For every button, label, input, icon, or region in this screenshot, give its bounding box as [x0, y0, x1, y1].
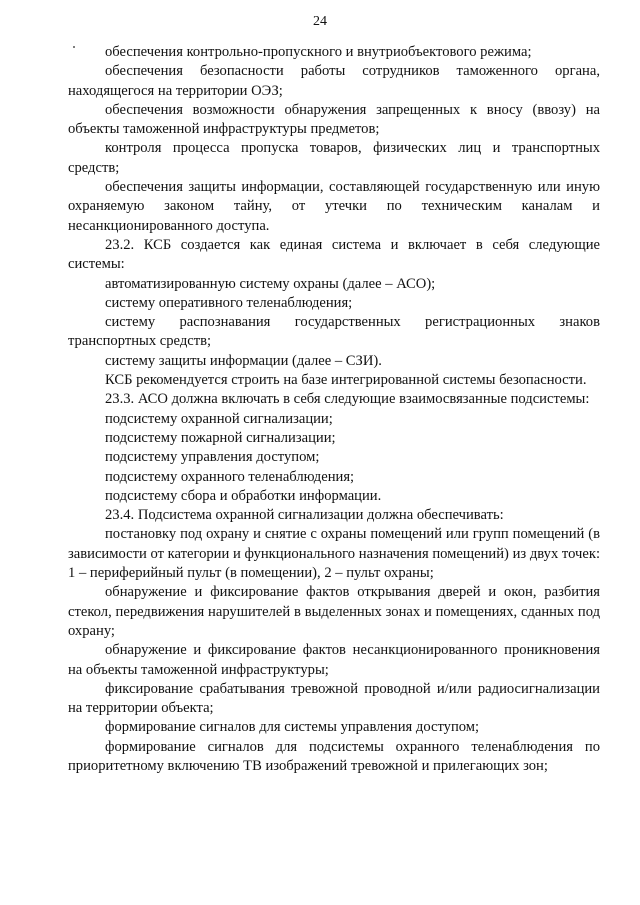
paragraph: обеспечения возможности обнаружения запрещенных к вносу (ввозу) на объекты таможенной инфраструктуры предметов;	[68, 101, 600, 138]
list-item: подсистему пожарной сигнализации;	[105, 429, 336, 446]
list-item: подсистему охранного теленаблюдения;	[105, 468, 355, 485]
list-item: подсистему управления доступом;	[105, 449, 320, 466]
paragraph: контроля процесса пропуска товаров, физических лиц и транспортных средств;	[68, 140, 600, 176]
section-paragraph: 23.2. КСБ создается как единая система и включает в себя следующие системы:	[68, 236, 600, 273]
list-item: подсистему охранной сигнализации;	[105, 410, 333, 427]
document-body	[68, 43, 600, 776]
list-item: постановку под охрану и снятие с охраны помещений или групп помещений (в зависимости от категории и функционального назначения помещений) из двух точек: 1 – периферийный пульт (в помещении), 2 – пульт охраны;	[68, 526, 600, 582]
list-item: фиксирование срабатывания тревожной проводной и/или радиосигнализации на территории объекта;	[68, 680, 600, 717]
section-paragraph: 23.4. Подсистема охранной сигнализации должна обеспечивать:	[105, 507, 504, 524]
list-item: формирование сигналов для системы управления доступом;	[105, 719, 480, 736]
list-item: систему распознавания государственных регистрационных знаков транспортных средств;	[68, 314, 600, 350]
section-paragraph: 23.3. АСО должна включать в себя следующие взаимосвязанные подсистемы:	[105, 391, 590, 408]
paragraph: обеспечения контрольно-пропускного и внутриобъектового режима;	[105, 44, 532, 60]
list-item: систему защиты информации (далее – СЗИ).	[105, 352, 382, 369]
paragraph: обеспечения защиты информации, составляющей государственную или иную охраняемую законом тайну, от утечки по техническим каналам и несанкционированного доступа.	[68, 179, 600, 234]
list-item: систему оперативного теленаблюдения;	[105, 294, 353, 311]
page-number: 24	[313, 14, 327, 29]
list-item: обнаружение и фиксирование фактов открывания дверей и окон, разбития стекол, передвижения нарушителей в выделенных зонах и помещениях, сданных под охрану;	[68, 584, 600, 639]
list-item: обнаружение и фиксирование фактов несанкционированного проникновения на объекты таможенной инфраструктуры;	[68, 642, 600, 678]
list-item: автоматизированную систему охраны (далее – АСО);	[105, 275, 436, 292]
list-item: формирование сигналов для подсистемы охранного теленаблюдения по приоритетному включению ТВ изображений тревожной и прилегающих зон;	[68, 738, 600, 774]
paragraph: КСБ рекомендуется строить на базе интегрированной системы безопасности.	[105, 372, 587, 389]
paragraph: обеспечения безопасности работы сотрудников таможенного органа, находящегося на территории ОЭЗ;	[68, 63, 600, 99]
list-item: подсистему сбора и обработки информации.	[105, 487, 382, 504]
